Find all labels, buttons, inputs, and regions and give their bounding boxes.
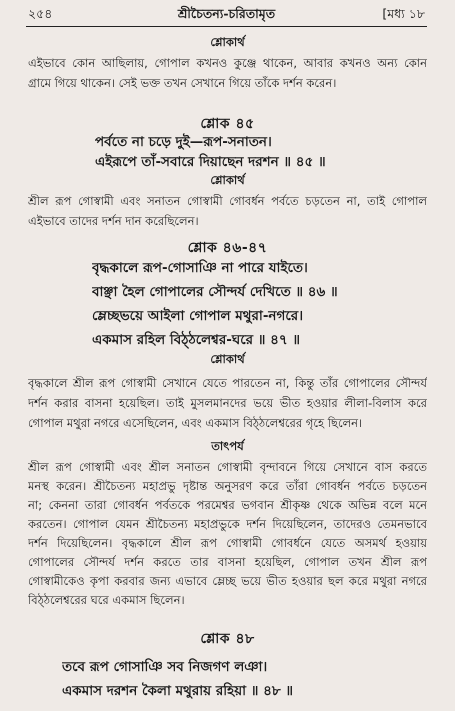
prose-line: দর্শন করার বাসনা হয়েছিল। তাই মুসলমানদের ভয়ে ভীত হওয়ার লীলা-বিলাস করে <box>28 396 427 410</box>
prose-line: বৃদ্ধকালে শ্রীল রূপ গোস্বামী সেখানে যেতে পারতেন না, কিন্তু তাঁর গোপালের সৌন্দর্য <box>28 376 427 390</box>
page-number: ২৫৪ <box>28 6 53 21</box>
prose-line: শ্রীল রূপ গোস্বামী এবং শ্রীল সনাতন গোস্বামী বৃন্দাবনে গিয়ে সেখানে বাস করতে <box>28 460 427 474</box>
verse-line: বাঞ্ছা হৈল গোপালের সৌন্দর্য দেখিতে ॥ ৪৬ ॥ <box>92 284 338 300</box>
verse-line: ম্লেচ্ছভয়ে আইলা গোপাল মথুরা-নগরে। <box>92 308 304 324</box>
book-title: শ্রীচৈতন্য-চরিতামৃত <box>177 6 276 21</box>
running-header <box>28 6 425 26</box>
prose-line: গোপালের সৌন্দর্য দর্শন করতে তার বাসনা হয়েছিল, গোপাল তখন শ্রীল রূপ <box>28 555 427 569</box>
verse-line: একমাস দরশন কৈলা মথুরায় রহিয়া ॥ ৪৮ ॥ <box>62 683 293 699</box>
prose-line: বিঠ্‌ঠলেশ্বরের ঘরে একমাস ছিলেন। <box>28 593 185 607</box>
prose-line: এইভাবে কোন আছিলায়, গোপাল কখনও কুঞ্জে থাকেন, আবার কখনও অন্য কোন <box>28 56 427 70</box>
verse-heading: শ্লোক ৪৫ <box>200 116 255 132</box>
header-rule <box>26 26 427 27</box>
verse-line: এইরূপে তাঁ-সবারে দিয়াছেন দরশন ॥ ৪৫ ॥ <box>95 154 326 170</box>
translation-label: শ্লোকার্থ <box>210 35 245 49</box>
prose-line: গোপাল মথুরা নগরে এসেছিলেন, এবং একমাস বিঠ্‌ঠলেশ্বরের গৃহে ছিলেন। <box>28 416 363 430</box>
verse-line: বৃদ্ধকালে রূপ-গোসাঞি না পারে যাইতে। <box>92 260 308 276</box>
chapter-reference: [মধ্য ১৮ <box>382 6 425 21</box>
prose-line: মনস্থ করেন। শ্রীচৈতন্য মহাপ্রভু দৃষ্টান্ত অনুসরণ করে তাঁরা গোবর্ধন পর্বতে চড়তেন <box>28 479 427 493</box>
purport-label: তাৎপর্য <box>211 439 244 453</box>
prose-line: না; কেননা তারা গোবর্ধন পর্বতকে পরমেশ্বর ভগবান শ্রীকৃষ্ণ থেকে অভিন্ন বলে মনে <box>28 498 427 512</box>
verse-line: একমাস রহিল বিঠ্‌ঠলেশ্বর-ঘরে ॥ ৪৭ ॥ <box>92 332 301 348</box>
translation-label: শ্লোকার্থ <box>210 352 245 366</box>
prose-line: শ্রীল রূপ গোস্বামী এবং সনাতন গোস্বামী গোবর্ধন পর্বতে চড়তেন না, তাই গোপাল <box>28 194 427 208</box>
prose-line: গোস্বামীকেও কৃপা করবার জন্য এভাবে ম্লেচ্ছ ভয়ে ভীত হওয়ার ছল করে মথুরা নগরে <box>28 574 427 588</box>
prose-line: গ্রামে গিয়ে থাকেন। সেই ভক্ত তখন সেখানে গিয়ে তাঁকে দর্শন করেন। <box>28 76 337 90</box>
prose-line: দর্শন দিয়েছিলেন। বৃদ্ধকালে শ্রীল রূপ গোস্বামী গোবর্ধনে যেতে অসমর্থ হওয়ায় <box>28 536 427 550</box>
prose-line: এইভাবে তাদের দর্শন দান করেছিলেন। <box>28 214 199 228</box>
translation-label: শ্লোকার্থ <box>210 173 245 187</box>
verse-line: তবে রূপ গোসাঞি সব নিজগণ লঞা। <box>62 659 268 675</box>
prose-line: করতেন। গোপাল যেমন শ্রীচৈতন্য মহাপ্রভুকে দর্শন দিয়েছিলেন, তাদেরও তেমনভাবে <box>28 517 427 531</box>
verse-line: পর্বতে না চড়ে দুই—রূপ-সনাতন। <box>95 134 272 150</box>
verse-heading: শ্লোক ৪৬-৪৭ <box>187 240 268 256</box>
verse-heading: শ্লোক ৪৮ <box>200 631 255 647</box>
